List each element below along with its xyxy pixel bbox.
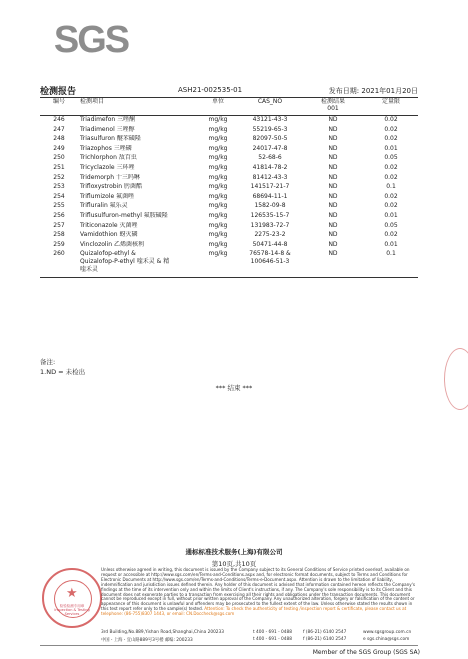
page-number: 第10页,共10页 (211, 560, 257, 568)
cell-result: ND (328, 240, 338, 248)
table-row (40, 193, 418, 203)
cell-limit-line: 0.1 (386, 250, 396, 258)
end-mark: *** 结束 *** (215, 384, 253, 392)
cell-item: Triflusulfuron-methyl 氟胺磺隆 (80, 211, 168, 219)
col-header-limit: 定量限 (364, 97, 418, 116)
cell-result: ND (328, 211, 338, 219)
cell-unit (198, 250, 238, 278)
cell-item-line: Quizalofop-ethyl & (80, 250, 136, 258)
table-row (40, 174, 418, 184)
cell-item: Tridemorph 十三吗啉 (80, 173, 140, 181)
terms-text: Unless otherwise agreed in writing, this document is issued by the Company subject to its General Conditions of Service printed overleaf, available on request or accessible at http://www.sgs.com/en/Terms-and-Conditions.aspx and, for electronic format documents, subject to Terms and Conditions for Electronic Documents at http://www.sgs.com/en/Terms-and-Conditions/Terms-e-Document.aspx. Attention is drawn to the limitation of liability, indemnification and jurisdiction issues defined therein. Any holder of this document is advised that information contained hereon reflects the Company's findings at the time of its intervention only and within the limits of Client's instructions, if any. The Company's sole responsibility is to its Client and this document does not exonerate parties to a transaction from exercising all their rights and obligations under the transaction documents. This document cannot be reproduced except in full, without prior written approval of the Company. Any unauthorized alteration, forgery or falsification of the content or appearance of this document is unlawful and offenders may be prosecuted to the fullest extent of the law. Unless otherwise stated the results shown in this test report refer only to the sample(s) tested. (101, 567, 415, 612)
cell-no-line: 260 (53, 250, 65, 258)
cell-result (302, 250, 364, 278)
cell-no: 251 (53, 163, 65, 171)
cell-item: Vamidothion 蚜灭磷 (80, 231, 138, 239)
company-name: 通标标准技术服务(上海)有限公司 (185, 548, 283, 556)
cell-limit: 0.05 (384, 154, 398, 162)
cell-unit: mg/kg (208, 125, 228, 133)
sgs-logo-text: SGS (53, 19, 129, 61)
notes-label: 备注: (40, 358, 56, 366)
cell-no: 246 (53, 116, 65, 123)
email: e sgs.china@sgs.com (363, 637, 410, 642)
cell-unit: mg/kg (208, 144, 228, 152)
cell-limit: 0.02 (384, 135, 398, 143)
cell-cas-line: 100646-51-3 (250, 258, 290, 266)
cell-limit: 0.01 (384, 144, 398, 152)
cell-no: 248 (53, 135, 65, 143)
cell-no: 255 (53, 202, 65, 210)
cell-result-line: ND (328, 250, 338, 258)
cell-cas: 82097-50-5 (252, 135, 288, 143)
report-header (40, 84, 418, 98)
table-row (40, 222, 418, 232)
cell-unit: mg/kg (208, 240, 228, 248)
cell-item: Triazophos 三唑磷 (80, 144, 132, 152)
cell-no: 253 (53, 183, 65, 191)
cell-no: 250 (53, 154, 65, 162)
cell-unit: mg/kg (208, 116, 228, 123)
cell-unit-line: mg/kg (208, 250, 228, 258)
address-en-text: 3rd Building,No.889,Yishan Road,Shanghai,China 200233 (101, 630, 225, 635)
cell-result: ND (328, 144, 338, 152)
cell-result: ND (328, 154, 338, 162)
cell-cas: 52-68-6 (258, 154, 282, 162)
table-row (40, 164, 418, 174)
cell-item: Triasulfuron 醚苯磺隆 (80, 135, 141, 143)
cell-no: 257 (53, 221, 65, 229)
cell-cas: 126535-15-7 (250, 211, 290, 219)
table-row (40, 202, 418, 212)
cell-cas: 81412-43-3 (252, 173, 288, 181)
cell-no (40, 250, 78, 278)
cell-unit: mg/kg (208, 173, 228, 181)
cell-result: ND (328, 116, 338, 123)
cell-item-line: Quizalofop-P-ethyl 喹禾灵 & 精 (80, 258, 170, 266)
table-row (40, 116, 418, 126)
member-note: Member of the SGS Group (SGS SA) (312, 649, 420, 656)
website: www.sgsgroup.com.cn (363, 630, 412, 635)
cell-unit: mg/kg (208, 192, 228, 200)
cell-cas: 41814-78-2 (252, 163, 288, 171)
report-number: ASH21-002535-01 (178, 86, 243, 94)
cell-unit: mg/kg (208, 163, 228, 171)
cell-no: 254 (53, 192, 65, 200)
cell-limit: 0.02 (384, 125, 398, 133)
table-row (40, 135, 418, 145)
cell-unit: mg/kg (208, 231, 228, 239)
notes-line: 1.ND = 未检出 (40, 368, 86, 376)
cell-item (78, 250, 198, 278)
cell-cas: 141517-21-7 (250, 183, 290, 191)
table-row (40, 212, 418, 222)
cell-limit (364, 250, 418, 278)
cell-item: Trichlorphon 敌百虫 (80, 154, 137, 162)
issue-date: 发布日期: 2021年01月20日 (328, 87, 418, 95)
table-header-row (40, 97, 418, 116)
tel-en: t 400 - 691 - 0488 (253, 630, 292, 635)
terms-fine-print (101, 568, 418, 617)
cell-result: ND (328, 192, 338, 200)
footer-rule (40, 645, 418, 646)
col-header-cas: CAS_NO (238, 97, 302, 116)
cell-item: Trifloxystrobin 肟菌酯 (80, 183, 142, 191)
address-en (101, 630, 418, 636)
cell-limit: 0.02 (384, 231, 398, 239)
cell-result: ND (328, 163, 338, 171)
cell-no: 247 (53, 125, 65, 133)
cell-item: Triadimenol 三唑醇 (80, 125, 135, 133)
table-row (40, 250, 418, 278)
report-title: 检测报告 (40, 87, 77, 97)
cell-item: Triadimefon 三唑酮 (80, 116, 136, 123)
cell-unit: mg/kg (208, 221, 228, 229)
cell-limit: 0.02 (384, 202, 398, 210)
tel-cn: t 400 - 691 - 0488 (253, 637, 292, 642)
side-seal (444, 348, 468, 410)
cell-cas-line: 76578-14-8 & (249, 250, 291, 258)
cell-no: 249 (53, 144, 65, 152)
authenticity-notice: Attention: To check the authenticity of testing /inspection report & certificate, please contact us at telephone: (86-755)8307 1443, or email: CN.Doccheck@sgs.com (101, 606, 407, 617)
cell-item: Triflumizole 氟菌唑 (80, 192, 135, 200)
cell-cas: 24017-47-8 (252, 144, 288, 152)
stamp-text: 检验检测专用章 Inspection & Testing Services (54, 604, 90, 616)
cell-no: 258 (53, 231, 65, 239)
cell-cas: 55219-65-3 (252, 125, 288, 133)
cell-unit: mg/kg (208, 183, 228, 191)
address-cn-text: 中国・上海・宜山路889号3号楼 邮编: 200233 (101, 638, 193, 643)
cell-result: ND (328, 221, 338, 229)
cell-result: ND (328, 125, 338, 133)
star-icon: ★ (66, 586, 78, 601)
col-header-item: 检测项目 (78, 97, 198, 116)
cell-limit: 0.01 (384, 240, 398, 248)
cell-item: Triticonazole 灭菌唑 (80, 221, 138, 229)
cell-result: ND (328, 231, 338, 239)
cell-item-line: 喹禾灵 (80, 266, 99, 274)
col-header-result: 检测结果 001 (302, 97, 364, 116)
cell-no: 256 (53, 211, 65, 219)
table-row (40, 241, 418, 251)
cell-cas (238, 250, 302, 278)
col-header-no: 编号 (40, 97, 78, 116)
table-body (40, 116, 418, 278)
cell-cas: 68694-11-1 (252, 192, 288, 200)
cell-result: ND (328, 135, 338, 143)
cell-cas: 131983-72-7 (250, 221, 290, 229)
cell-cas: 2275-23-2 (254, 231, 286, 239)
fax-cn: f (86-21) 6140 2547 (303, 637, 347, 642)
cell-item: Trifluralin 氟乐灵 (80, 202, 128, 210)
cell-unit: mg/kg (208, 211, 228, 219)
cell-no: 252 (53, 173, 65, 181)
cell-unit: mg/kg (208, 135, 228, 143)
table-row (40, 154, 418, 164)
cell-unit: mg/kg (208, 202, 228, 210)
fax-en: f (86-21) 6140 2547 (303, 630, 347, 635)
cell-limit: 0.02 (384, 173, 398, 181)
cell-result: ND (328, 183, 338, 191)
col-header-unit: 单位 (198, 97, 238, 116)
sgs-logo (48, 18, 134, 62)
cell-cas: 50471-44-8 (252, 240, 288, 248)
cell-item: Vinclozolin 乙烯菌核利 (80, 240, 144, 248)
cell-result: ND (328, 202, 338, 210)
cell-limit: 0.1 (386, 183, 396, 191)
cell-limit: 0.02 (384, 163, 398, 171)
cell-limit: 0.05 (384, 221, 398, 229)
notes (40, 357, 85, 377)
cell-cas: 43121-43-3 (252, 116, 288, 123)
cell-item: Tricyclazole 三环唑 (80, 163, 135, 171)
table-row (40, 231, 418, 241)
cell-unit: mg/kg (208, 154, 228, 162)
cell-result: ND (328, 173, 338, 181)
table-row (40, 126, 418, 136)
cell-cas: 1582-09-8 (254, 202, 286, 210)
cell-limit: 0.01 (384, 211, 398, 219)
cell-limit: 0.02 (384, 192, 398, 200)
address-cn (101, 637, 418, 643)
cell-no: 259 (53, 240, 65, 248)
table-row (40, 145, 418, 155)
table-row (40, 183, 418, 193)
results-table (40, 97, 418, 278)
cell-limit: 0.02 (384, 116, 398, 123)
inspection-stamp (42, 568, 102, 628)
